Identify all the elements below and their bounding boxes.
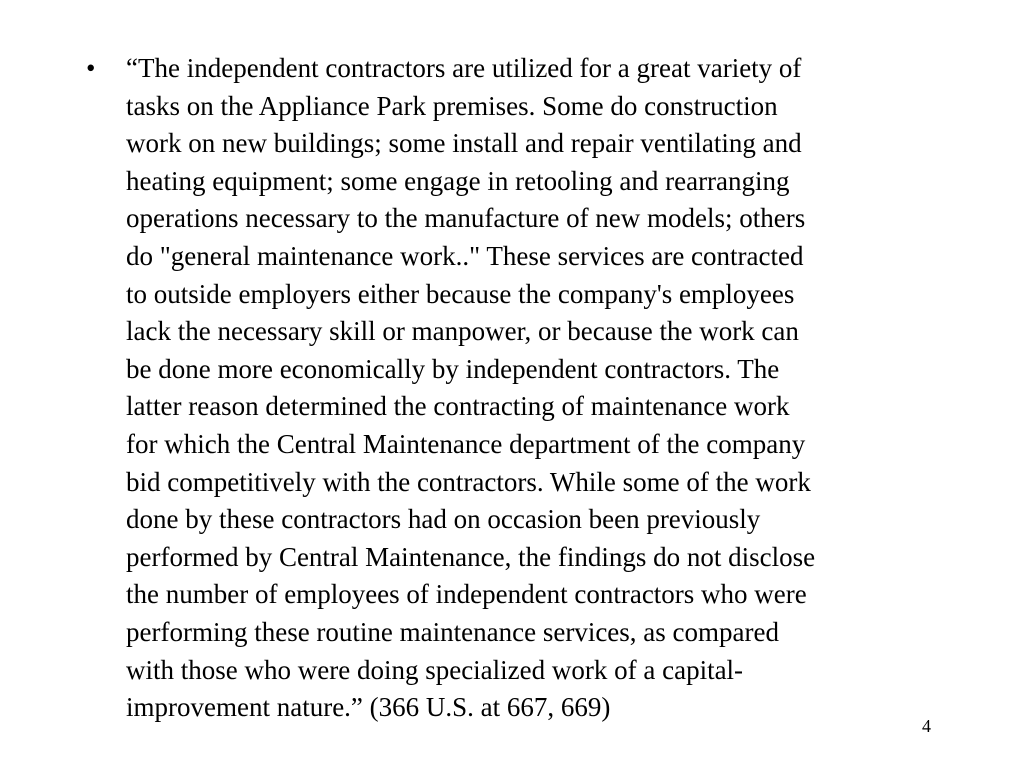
quote-line: work on new buildings; some install and repair ventilating and <box>126 128 802 159</box>
quote-line: lack the necessary skill or manpower, or because the work can <box>126 316 799 347</box>
quote-line: “The independent contractors are utilized for a great variety of <box>126 53 802 83</box>
quote-line: the number of employees of independent contractors who were <box>126 579 807 610</box>
quote-line: tasks on the Appliance Park premises. Some do construction <box>126 90 778 121</box>
quote-line: latter reason determined the contracting of maintenance work <box>126 391 790 422</box>
quote-line: performed by Central Maintenance, the findings do not disclose <box>126 541 816 572</box>
quote-line: with those who were doing specialized work of a capital- <box>126 654 744 685</box>
quote-line: do "general maintenance work.." These services are contracted <box>126 240 804 271</box>
quote-line: be done more economically by independent contractors. The <box>126 353 780 384</box>
quote-line: to outside employers either because the company's employees <box>126 278 795 309</box>
quote-line: bid competitively with the contractors. While some of the work <box>126 466 811 497</box>
quote-line: performing these routine maintenance services, as compared <box>126 616 779 647</box>
quote-line: for which the Central Maintenance department of the company <box>126 428 806 459</box>
bullet-list <box>86 50 936 727</box>
page-number: 4 <box>922 716 931 736</box>
bullet-icon: • <box>86 53 96 83</box>
quote-line: done by these contractors had on occasion been previously <box>126 504 761 535</box>
quote-bullet-item <box>86 50 936 727</box>
quote-line: heating equipment; some engage in retooling and rearranging <box>126 165 790 196</box>
quote-line: operations necessary to the manufacture of new models; others <box>126 203 806 234</box>
quote-line: improvement nature.” (366 U.S. at 667, 669) <box>126 692 611 723</box>
